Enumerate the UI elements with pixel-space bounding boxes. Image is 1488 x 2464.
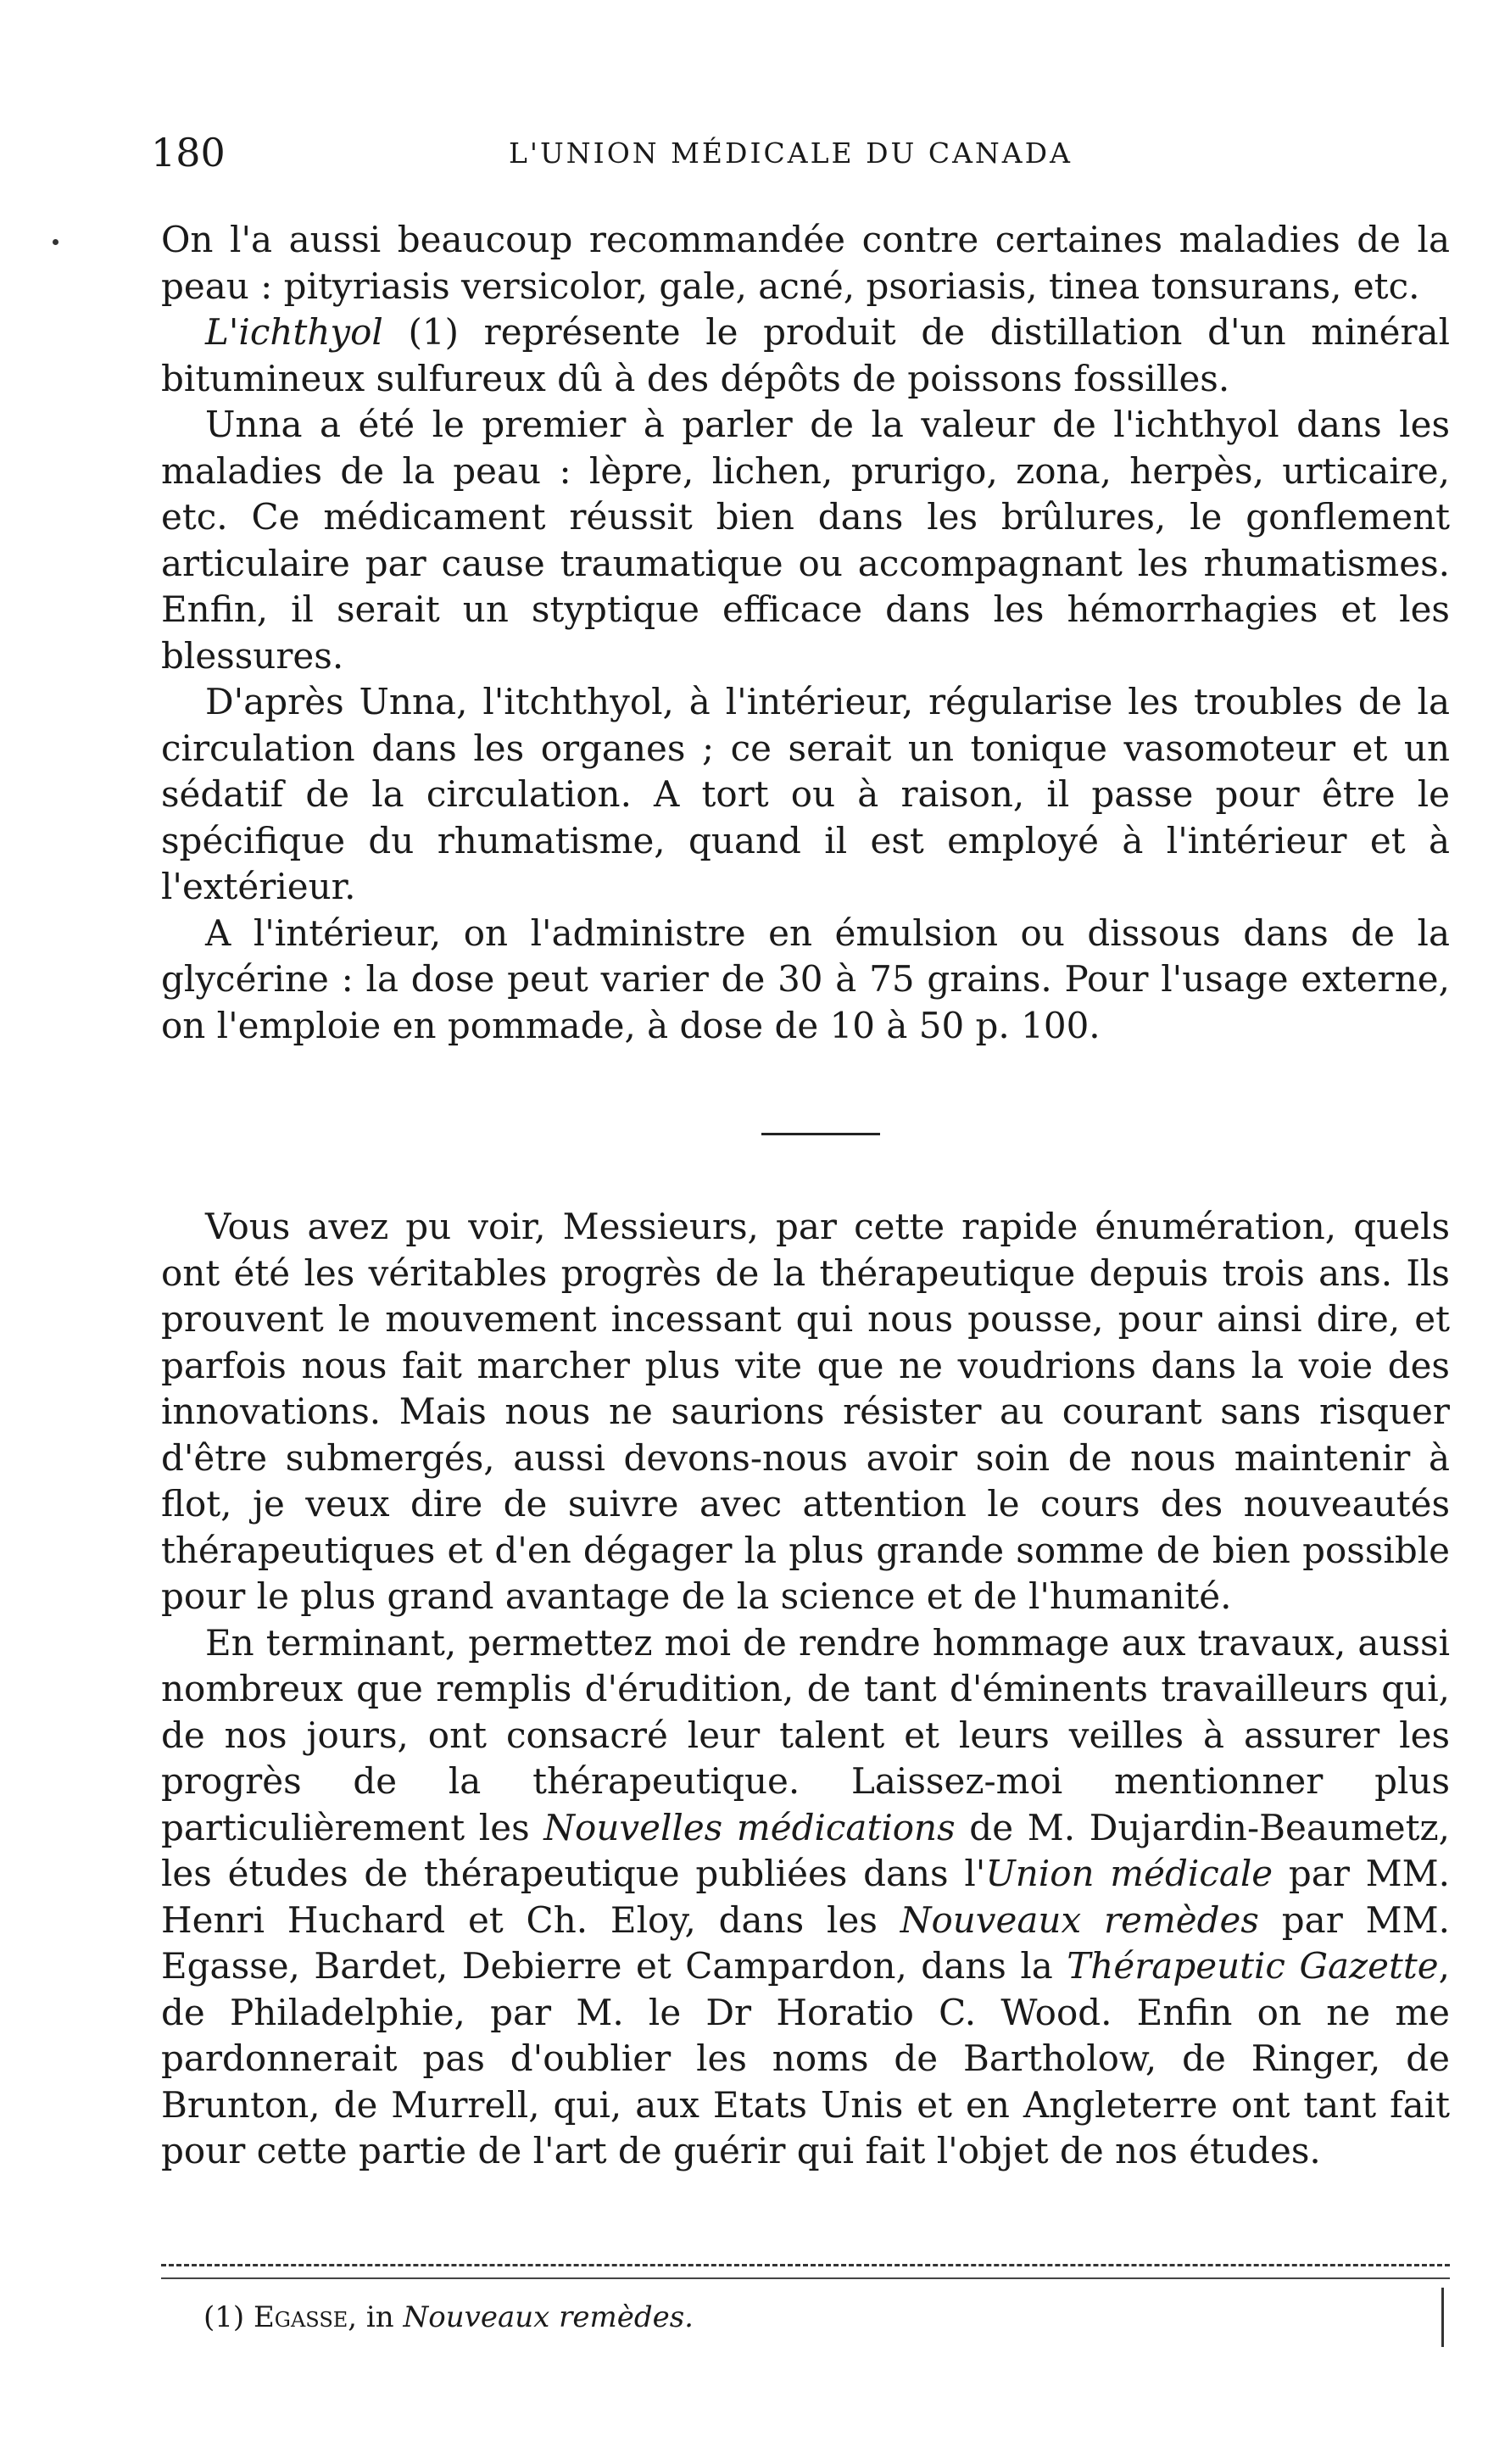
work-title: Nouvelles médications [543, 1806, 956, 1848]
paragraph-text: (1) représente le produit de distillation d'un minéral bitumineux sulfureux dû à des dépôts de poissons fossilles. [161, 311, 1450, 399]
footnote-source: Nouveaux remèdes. [403, 2300, 694, 2334]
paragraph: Vous avez pu voir, Messieurs, par cette rapide énumération, quels ont été les véritables progrès de la thérapeutique depuis trois ans. Ils prouvent le mouvement incessant qui nous pousse, pour ainsi dire, et parfois nous fait marcher plus vite que ne voudrions dans la voie des innovations. Mais nous ne saurions résister au courant sans risquer d'être submergés, aussi devons-nous avoir soin de nous maintenir à flot, je veux dire de suivre avec attention le cours des nouveautés thérapeutiques et d'en dégager la plus grande somme de bien possible pour le plus grand avantage de la science et de l'humanité. [161, 1206, 1450, 1617]
paragraph [161, 1620, 1450, 2175]
paragraph-text: par MM. Egasse, Bardet, Debierre et Campardon, dans la [161, 1898, 1450, 1987]
paragraph: Unna a été le premier à parler de la valeur de l'ichthyol dans les maladies de la peau : lèpre, lichen, prurigo, zona, herpès, urticaire, etc. Ce médicament réussit bien dans les brûlures, le gonflement articulaire par cause traumatique ou accompagnant les rhumatismes. Enfin, il serait un styptique efficace dans les hémorrhagies et les blessures. [161, 404, 1450, 677]
paragraph-text: En terminant, permettez moi de rendre hommage aux travaux, aussi nombreux que remplis d'érudition, de tant d'éminents travailleurs qui, de nos jours, ont consacré leur talent et leurs veilles à assurer les progrès de la thérapeutique. Laissez-moi mentionner plus particulièrement les [161, 1621, 1450, 1848]
section-divider [761, 1133, 880, 1135]
footnote [203, 2296, 694, 2339]
section-ichthyol [161, 217, 1450, 1049]
footnote-text: in [357, 2300, 404, 2334]
term-ichthyol: L'ichthyol [205, 311, 383, 353]
work-title: Union médicale [985, 1853, 1273, 1894]
paragraph: A l'intérieur, on l'administre en émulsion ou dissous dans de la glycérine : la dose peut varier de 30 à 75 grains. Pour l'usage externe, on l'emploie en pommade, à dose de 10 à 50 p. 100. [161, 911, 1450, 1046]
paragraph-text: par MM. Henri Huchard et Ch. Eloy, dans les [161, 1853, 1450, 1941]
paragraph: D'après Unna, l'itchthyol, à l'intérieur, régularise les troubles de la circulation dans les organes ; ce serait un tonique vasomoteur et un sédatif de la circulation. A tort ou à raison, il passe pour être le spécifique du rhumatisme, quand il est employé à l'intérieur et à l'extérieur. [161, 681, 1450, 907]
section-conclusion [161, 1204, 1450, 2175]
paragraph [161, 309, 1450, 402]
footnote-rule [161, 2264, 1450, 2266]
footnote-rule [161, 2277, 1450, 2279]
paragraph: On l'a aussi beaucoup recommandée contre certaines maladies de la peau : pityriasis versicolor, gale, acné, psoriasis, tinea tonsurans, etc. [161, 219, 1450, 307]
page-number: 180 [151, 130, 226, 176]
margin-mark [1441, 2288, 1444, 2347]
paragraph-text: , de Philadelphie, par M. le Dr Horatio C. Wood. Enfin on ne me pardonnerait pas d'oublier les noms de Bartholow, de Ringer, de Brunton, de Murrell, qui, aux Etats Unis et en Angleterre ont tant fait pour cette partie de l'art de guérir qui fait l'objet de nos études. [161, 1945, 1450, 2171]
footnote-marker: (1) [203, 2300, 245, 2334]
work-title: Nouveaux remèdes [900, 1898, 1259, 1941]
running-title: L'UNION MÉDICALE DU CANADA [509, 137, 1073, 170]
paragraph-text: de M. Dujardin-Beaumetz, les études de thérapeutique publiées dans l' [161, 1806, 1450, 1894]
footnote-author: Egasse, [253, 2300, 358, 2334]
work-title: Thérapeutic Gazette [1067, 1945, 1439, 1987]
margin-dot [53, 239, 59, 245]
